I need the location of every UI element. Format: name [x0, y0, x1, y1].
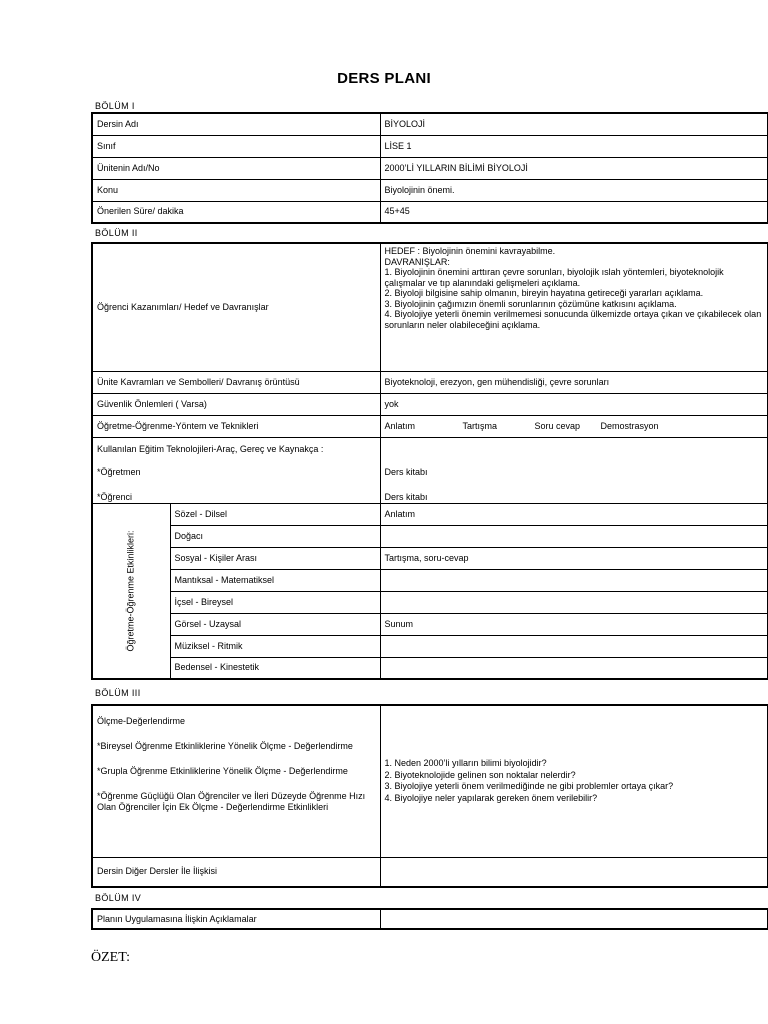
table-row: [92, 157, 768, 179]
row-value: BİYOLOJİ: [380, 113, 768, 135]
kullanilan-values: [380, 437, 768, 503]
olcme-line: *Bireysel Öğrenme Etkinliklerine Yönelik Ölçme - Değerlendirme: [97, 741, 353, 751]
etkinlik-value: Tartışma, soru-cevap: [380, 547, 768, 569]
questions-cell: [380, 705, 768, 857]
section-4-table: [91, 908, 768, 930]
summary-label: ÖZET:: [91, 950, 130, 965]
table-row: [92, 371, 768, 393]
table-row: [92, 113, 768, 135]
section-heading-2: BÖLÜM II: [95, 228, 138, 238]
goal-line: 1. Biyolojinin önemini arttıran çevre sorunları, biyolojik ıslah yöntemleri, biyoteknolojik çalışmalar ve tıp alanındaki gelişmeleri açıklama.: [384, 267, 724, 288]
row-value: 2000’Lİ YILLARIN BİLİMİ BİYOLOJİ: [380, 157, 768, 179]
iliski-label: Dersin Diğer Dersler İle İlişkisi: [92, 857, 380, 887]
section-heading-3: BÖLÜM III: [95, 688, 141, 698]
olcme-line: *Öğrenme Güçlüğü Olan Öğrenciler ve İleri Düzeyde Öğrenme Hızı Olan Öğrenciler İçin Ek Ölçme - Değerlendirme Etkinlikleri: [97, 791, 366, 812]
kazanim-value: [380, 243, 768, 371]
unite-label: Ünite Kavramları ve Sembolleri/ Davranış örüntüsü: [92, 371, 380, 393]
question-item: 3. Biyolojiye yeterli önem verilmediğinde ne gibi problemler ortaya çıkar?: [384, 781, 674, 792]
method-item: Anlatım: [384, 420, 416, 431]
section-3-table: [91, 704, 768, 888]
table-row: [92, 613, 768, 635]
ogretmen-value: Ders kitabı: [384, 466, 428, 477]
table-row: [92, 415, 768, 437]
guvenlik-value: yok: [380, 393, 768, 415]
method-item: Soru cevap: [534, 420, 581, 431]
unite-value: Biyoteknoloji, erezyon, gen mühendisliği, çevre sorunları: [380, 371, 768, 393]
table-row: [92, 705, 768, 857]
etkinlik-type: İçsel - Bireysel: [170, 591, 380, 613]
question-item: 4. Biyolojiye neler yapılarak gereken önem verilebilir?: [384, 792, 598, 803]
row-label: Ünitenin Adı/No: [92, 157, 380, 179]
olcme-line: *Grupla Öğrenme Etkinliklerine Yönelik Ölçme - Değerlendirme: [97, 766, 348, 776]
table-row: [92, 179, 768, 201]
etkinlik-cell: [92, 503, 170, 679]
row-label: Konu: [92, 179, 380, 201]
kullanilan-label: Kullanılan Eğitim Teknolojileri-Araç, Gereç ve Kaynakça :: [97, 443, 324, 454]
goal-line: 2. Biyoloji bilgisine sahip olmanın, bireyin hayatına getireceği yararları açıklama.: [384, 288, 704, 298]
etkinlik-value: [380, 525, 768, 547]
etkinlik-value: [380, 591, 768, 613]
table-row: [92, 201, 768, 223]
etkinlik-type: Mantıksal - Matematiksel: [170, 569, 380, 591]
etkinlik-value: Sunum: [380, 613, 768, 635]
ogretmen-label: *Öğretmen: [97, 466, 141, 477]
row-value: Biyolojinin önemi.: [380, 179, 768, 201]
goal-line: 4. Biyolojiye yeterli önemin verilmemesi sonucunda ülkemizde ortaya çıkan ve çıkabilecek olan sorunların neler olabileceğini açıklama.: [384, 309, 762, 330]
page-title: DERS PLANI: [337, 70, 431, 87]
table-row: [92, 591, 768, 613]
etkinlik-value: [380, 657, 768, 679]
table-row: [92, 569, 768, 591]
etkinlik-value: [380, 635, 768, 657]
etkinlik-type: Görsel - Uzaysal: [170, 613, 380, 635]
goal-line: DAVRANIŞLAR:: [384, 256, 450, 267]
question-item: 2. Biyoteknolojide gelinen son noktalar nelerdir?: [384, 769, 576, 780]
table-row: [92, 657, 768, 679]
table-row: [92, 547, 768, 569]
section-heading-1: BÖLÜM I: [95, 101, 135, 111]
aciklama-value: [380, 909, 768, 929]
table-row: [92, 393, 768, 415]
yontem-label: Öğretme-Öğrenme-Yöntem ve Teknikleri: [92, 415, 380, 437]
row-label: Sınıf: [92, 135, 380, 157]
table-row: [92, 857, 768, 887]
table-row: [92, 437, 768, 503]
etkinlik-type: Doğacı: [170, 525, 380, 547]
kullanilan-cell: [92, 437, 380, 503]
aciklama-label: Planın Uygulamasına İlişkin Açıklamalar: [92, 909, 380, 929]
kazanim-label: Öğrenci Kazanımları/ Hedef ve Davranışlar: [92, 243, 380, 371]
table-row: [92, 243, 768, 371]
question-item: 1. Neden 2000’li yılların bilimi biyolojidir?: [384, 758, 547, 769]
table-row: [92, 635, 768, 657]
table-row: [92, 909, 768, 929]
goal-line: 3. Biyolojinin çağımızın önemli sorunlarının çözümüne katkısını açıklama.: [384, 298, 677, 309]
section-2-table: [91, 242, 768, 680]
etkinlik-label: Öğretme-Öğrenme Etkinlikleri:: [125, 530, 136, 652]
table-row: [92, 503, 768, 525]
yontem-value: [380, 415, 768, 437]
table-row: [92, 525, 768, 547]
row-label: Dersin Adı: [92, 113, 380, 135]
etkinlik-type: Müziksel - Ritmik: [170, 635, 380, 657]
etkinlik-type: Sözel - Dilsel: [170, 503, 380, 525]
row-value: LİSE 1: [380, 135, 768, 157]
method-item: Tartışma: [462, 420, 498, 431]
method-item: Demostrasyon: [600, 420, 659, 431]
olcme-cell: [92, 705, 380, 857]
row-value: 45+45: [380, 201, 768, 223]
section-1-table: [91, 112, 768, 224]
section-heading-4: BÖLÜM IV: [95, 893, 142, 903]
table-row: [92, 135, 768, 157]
iliski-value: [380, 857, 768, 887]
etkinlik-type: Sosyal - Kişiler Arası: [170, 547, 380, 569]
row-label: Önerilen Süre/ dakika: [92, 201, 380, 223]
ogrenci-label: *Öğrenci: [97, 491, 133, 502]
olcme-title: Ölçme-Değerlendirme: [97, 716, 186, 726]
etkinlik-value: Anlatım: [380, 503, 768, 525]
guvenlik-label: Güvenlik Önlemleri ( Varsa): [92, 393, 380, 415]
ogrenci-value: Ders kitabı: [384, 491, 428, 502]
etkinlik-type: Bedensel - Kinestetik: [170, 657, 380, 679]
etkinlik-value: [380, 569, 768, 591]
goal-line: HEDEF : Biyolojinin önemini kavrayabilme.: [384, 246, 556, 256]
